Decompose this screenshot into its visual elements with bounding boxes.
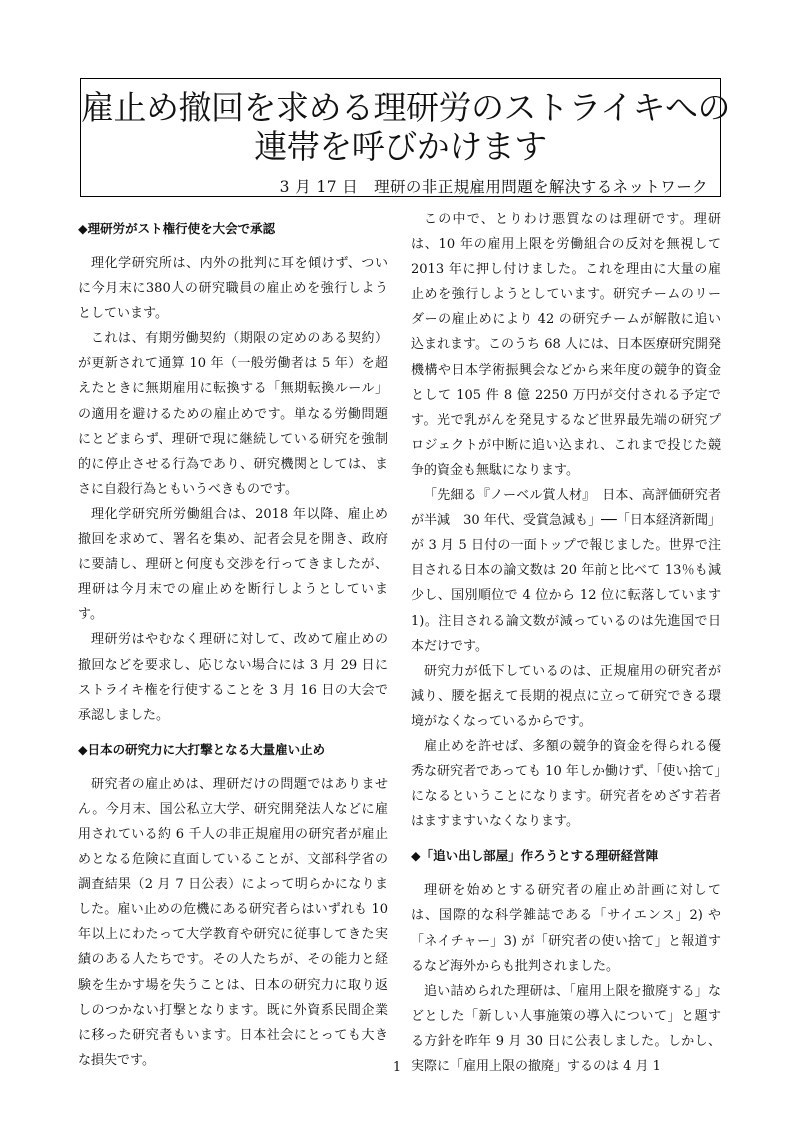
title-box: [80, 78, 731, 197]
page-title-line-2: 連帯を呼びかけます: [254, 127, 547, 166]
right-column: [411, 207, 721, 1079]
paragraph: 理研を始めとする研究者の雇止め計画に対しては、国際的な科学雑誌である「サイエンス」2) や「ネイチャー」3) が「研究者の使い捨て」と報道するなど海外からも批判されました。: [411, 883, 721, 974]
section-heading-mass-termination: ◆日本の研究力に大打撃となる大量雇い止め: [78, 741, 326, 757]
section-heading-oidashi-beya: ◆「追い出し部屋」作ろうとする理研経営陣: [411, 848, 659, 864]
paragraph: 理化学研究所は、内外の批判に耳を傾けず、ついに今月末に380人の研究職員の雇止めを強行しようとしています。: [78, 256, 388, 322]
page-number: 1: [392, 1060, 402, 1075]
paragraph: 理研労はやむなく理研に対して、改めて雇止めの撤回などを要求し、応じない場合には 3 月 29 日にストライキ権を行使することを 3 月 16 日の大会で承認しました。: [78, 632, 388, 723]
paragraph: 「先細る『ノーベル賞人材』 日本、高評価研究者が半減 30 年代、受賞急減も」──「日本経済新聞」が 3 月 5 日付の一面トップで報じました。世界で注目される日本の論文数は 20 年前と比べて 13％も減少し、国別順位で 4 位から 12 位に転落しています 1)。注目される論文数が減っているのは先進国で日本だけです。: [411, 488, 721, 654]
left-column: [78, 207, 388, 1073]
date-and-author: 3 月 17 日 理研の非正規雇用問題を解決するネットワーク: [279, 178, 708, 196]
paragraph: 追い詰められた理研は、「雇用上限を撤廃する」などとした「新しい人事施策の導入について」と題する方針を昨年 9 月 30 日に公表しました。しかし、実際に「雇用上限の撤廃」するのは 4 月 1: [411, 983, 721, 1074]
section-heading-strike-approval: ◆理研労がスト権行使を大会で承認: [78, 221, 276, 236]
paragraph: 研究者の雇止めは、理研だけの問題ではありません。今月末、国公私立大学、研究開発法人などに雇用されている約 6 千人の非正規雇用の研究者が雇止めとなる危険に直面していることが、文部科学省の調査結果（2 月 7 日公表）によって明らかになりました。雇い止めの危機にある研究者らはいずれも 10 年以上にわたって大学教育や研究に従事してきた実績のある人たちです。その人たちが、その能力と経験を生かす場を失うことは、日本の研究力に取り返しのつかない打撃となります。既に外資系民間企業に移った研究者もいます。日本社会にとっても大きな損失です。: [78, 776, 388, 1068]
page-title-line-1: 雇止め撤回を求める理研労のストライキへの: [81, 88, 731, 127]
paragraph: 雇止めを許せば、多額の競争的資金を得られる優秀な研究者であっても 10 年しか働けず、「使い捨て」になるということになります。研究者をめざす若者はますますいなくなります。: [411, 738, 721, 830]
paragraph: これは、有期労働契約（期限の定めのある契約）が更新されて通算 10 年（一般労働者は 5 年）を超えたときに無期雇用に転換する「無期転換ルール」の適用を避けるための雇止めです。単なる労働問題にとどまらず、理研で現に継続している研究を強制的に停止させる行為であり、研究機関としては、まさに自殺行為ともいうべきものです。: [78, 331, 388, 497]
paragraph: 研究力が低下しているのは、正規雇用の研究者が減り、腰を据えて長期的視点に立って研究できる環境がなくなっているからです。: [411, 663, 721, 729]
paragraph: 理化学研究所労働組合は、2018 年以降、雇止め撤回を求めて、署名を集め、記者会見を開き、政府に要請し、理研と何度も交渉を行ってきましたが、理研は今月末での雇止めを断行しようとしています。: [78, 506, 388, 623]
paragraph: この中で、とりわけ悪質なのは理研です。理研は、10 年の雇用上限を労働組合の反対を無視して 2013 年に押し付けました。これを理由に大量の雇止めを強行しようとしています。研究チームのリーダーの雇止めにより 42 の研究チームが解散に追い込まれます。このうち 68 人には、日本医療研究開発機構や日本学術振興会などから来年度の競争的資金として 105 件 8 億 2250 万円が交付される予定です。光で乳がんを発見するなど世界最先端の研究プロジェクトが中断に追い込まれ、これまで投じた競争的資金も無駄になります。: [411, 212, 721, 478]
